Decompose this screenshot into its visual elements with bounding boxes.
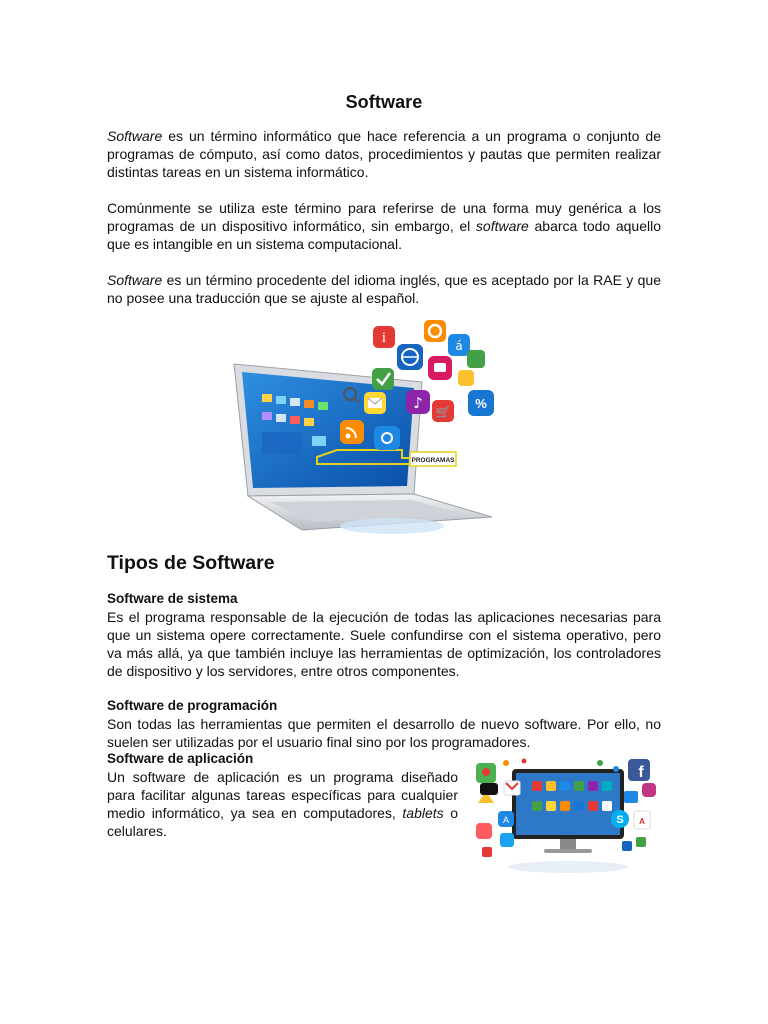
laptop-apps-image	[222, 312, 508, 540]
svg-text:i: i	[381, 330, 387, 346]
gear-icon	[424, 320, 446, 342]
airbnb-icon	[476, 823, 492, 839]
programas-label: PROGRAMAS	[411, 457, 455, 464]
software-term: Software	[107, 128, 163, 144]
rss-icon	[340, 420, 364, 444]
info-icon	[373, 326, 395, 348]
appstore-icon	[498, 811, 514, 827]
skype-icon	[611, 810, 629, 828]
sistema-text: Es el programa responsable de la ejecución de todas las aplicaciones necesarias para que un sistema opere correctamente. Suele confundirse con el sistema operativo, pero va más allá, ya que también incluye las herramientas de optimización, los controladores de dispositivo y los servidores, entre otros componentes.	[107, 609, 661, 679]
programacion-heading: Software de programación	[107, 698, 278, 713]
pdf-icon	[634, 811, 650, 829]
svg-text:%: %	[475, 396, 487, 411]
aplicacion-heading: Software de aplicación	[107, 751, 254, 766]
monitor-apps-image	[470, 755, 662, 885]
intro-paragraph-3-text: es un término procedente del idioma inglés, que es aceptado por la RAE y que no posee una traducción que se ajuste al español.	[107, 272, 661, 306]
section-title: Tipos de Software	[107, 552, 275, 574]
intro-paragraph-2-before: Comúnmente se utiliza este término para referirse de una forma muy genérica a los programas de un dispositivo informático, sin embargo, el	[107, 200, 661, 234]
youtube-icon	[480, 783, 498, 795]
software-term: software	[475, 218, 529, 234]
intro-paragraph-1-text: es un término informático que hace referencia a un programa o conjunto de programas de cómputo, así como datos, procedimientos y pautas que permiten realizar distintas tareas en un sistema informático.	[107, 128, 661, 180]
sistema-heading: Software de sistema	[107, 591, 238, 606]
svg-text:á: á	[455, 339, 463, 353]
programacion-text: Son todas las herramientas que permiten el desarrollo de nuevo software. Por ello, no suelen ser utilizadas por el usuario final sino por los programadores.	[107, 716, 661, 750]
aplicacion-text-after: o celulares.	[107, 805, 458, 839]
aplicacion-text-before: Un software de aplicación es un programa diseñado para facilitar algunas tareas específicas para cualquier medio informático, ya sea en computadores,	[107, 769, 458, 821]
intro-paragraph-2-after: abarca todo aquello que es intangible en un sistema computacional.	[107, 218, 661, 252]
checkmark-icon	[372, 368, 394, 390]
svg-text:🛒: 🛒	[435, 405, 451, 419]
twitter-icon	[500, 833, 514, 847]
gmail-icon	[504, 781, 520, 795]
svg-text:S: S	[616, 814, 624, 826]
dropbox-icon	[624, 791, 638, 803]
maps-icon	[476, 763, 496, 783]
intro-paragraph-2	[107, 199, 661, 253]
svg-text:A: A	[639, 817, 645, 826]
clock-icon	[458, 370, 474, 386]
globe-icon	[397, 344, 423, 370]
software-term: Software	[107, 272, 163, 288]
aplicacion-text	[107, 768, 458, 840]
percent-icon	[468, 390, 494, 416]
intro-paragraph-1	[107, 127, 661, 181]
tablets-term: tablets	[402, 805, 444, 821]
page-title: Software	[345, 92, 423, 112]
svg-text:A: A	[502, 815, 510, 825]
music-note-icon	[406, 390, 430, 414]
svg-text:f: f	[638, 764, 644, 781]
svg-text:♪: ♪	[413, 394, 423, 412]
lock-icon	[467, 350, 485, 368]
chat-icon	[428, 356, 452, 380]
mail-icon	[364, 392, 386, 414]
instagram-icon	[642, 783, 656, 797]
facebook-icon	[628, 759, 650, 781]
cart-icon	[432, 400, 454, 422]
intro-paragraph-3	[107, 271, 661, 307]
camera-icon	[374, 426, 400, 450]
music-icon	[448, 334, 470, 356]
